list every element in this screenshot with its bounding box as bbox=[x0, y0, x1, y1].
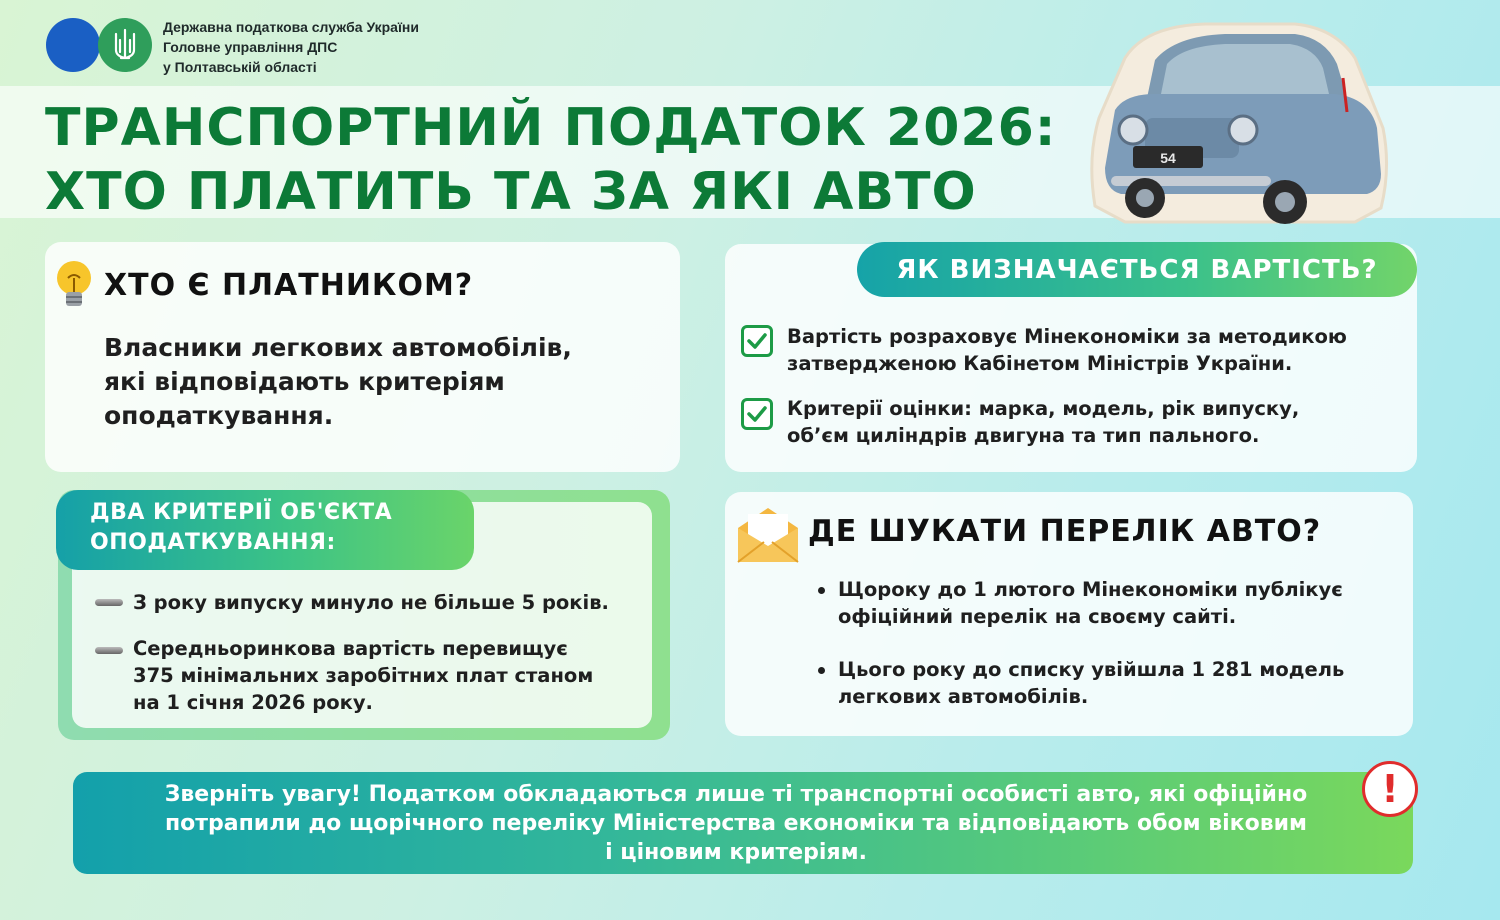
title-line-1: ТРАНСПОРТНИЙ ПОДАТОК 2026: bbox=[45, 98, 1057, 158]
envelope-icon bbox=[736, 502, 800, 570]
payer-heading: ХТО Є ПЛАТНИКОМ? bbox=[104, 268, 474, 303]
criteria-item-1: З року випуску минуло не більше 5 років. bbox=[133, 591, 609, 614]
value-item-2-line-1: Критерії оцінки: марка, модель, рік випуску, bbox=[787, 397, 1300, 420]
page-title bbox=[45, 96, 1057, 224]
check-icon bbox=[741, 398, 773, 430]
payer-text bbox=[104, 331, 572, 433]
criteria-heading-line-1: ДВА КРИТЕРІЇ ОБ'ЄКТА bbox=[90, 500, 393, 525]
value-item-2 bbox=[787, 395, 1299, 449]
list-item-2-line-2: легкових автомобілів. bbox=[838, 685, 1089, 708]
trident-icon bbox=[98, 18, 152, 72]
criteria-heading bbox=[56, 490, 474, 570]
payer-line-3: оподаткування. bbox=[104, 401, 334, 430]
value-item-1-line-1: Вартість розраховує Мінекономіки за методикою bbox=[787, 325, 1347, 348]
value-item-1-line-2: затвердженою Кабінетом Міністрів України. bbox=[787, 352, 1293, 375]
value-item-1 bbox=[787, 323, 1347, 377]
criteria-item-2-line-1: Середньоринкова вартість перевищує bbox=[133, 637, 568, 660]
title-line-2: ХТО ПЛАТИТЬ ТА ЗА ЯКІ АВТО bbox=[45, 162, 977, 222]
exclamation-icon: ! bbox=[1362, 761, 1418, 817]
payer-line-2: які відповідають критеріям bbox=[104, 367, 505, 396]
check-icon bbox=[741, 325, 773, 357]
list-heading: ДЕ ШУКАТИ ПЕРЕЛІК АВТО? bbox=[808, 514, 1322, 549]
value-heading: ЯК ВИЗНАЧАЄТЬСЯ ВАРТІСТЬ? bbox=[857, 242, 1417, 297]
dps-logo-blue bbox=[46, 18, 100, 72]
criteria-heading-line-2: ОПОДАТКУВАННЯ: bbox=[90, 530, 336, 555]
criteria-item-2 bbox=[133, 635, 593, 716]
dash-bullet-icon bbox=[95, 647, 123, 654]
org-name bbox=[163, 17, 419, 77]
car-plate: 54 bbox=[1160, 150, 1176, 166]
list-item-1-line-2: офіційний перелік на своєму сайті. bbox=[838, 605, 1237, 628]
bullet-dot bbox=[818, 667, 825, 674]
org-line-2: Головне управління ДПС bbox=[163, 39, 338, 55]
dash-bullet-icon bbox=[95, 599, 123, 606]
notice-line-3: і ціновим критеріям. bbox=[605, 840, 867, 865]
list-item-2 bbox=[838, 656, 1344, 710]
car-image bbox=[1085, 18, 1395, 226]
notice-line-1: Зверніть увагу! Податком обкладаються лише ті транспортні особисті авто, які офіційно bbox=[164, 782, 1308, 807]
list-item-1 bbox=[838, 576, 1343, 630]
notice-text bbox=[100, 780, 1372, 867]
criteria-item-2-line-3: на 1 січня 2026 року. bbox=[133, 691, 373, 714]
value-item-2-line-2: об’єм циліндрів двигуна та тип пального. bbox=[787, 424, 1260, 447]
org-line-1: Державна податкова служба України bbox=[163, 19, 419, 35]
bullet-dot bbox=[818, 587, 825, 594]
list-item-1-line-1: Щороку до 1 лютого Мінекономіки публікує bbox=[838, 578, 1343, 601]
org-line-3: у Полтавській області bbox=[163, 59, 317, 75]
list-item-2-line-1: Цього року до списку увійшла 1 281 модель bbox=[838, 658, 1345, 681]
criteria-item-2-line-2: 375 мінімальних заробітних плат станом bbox=[133, 664, 594, 687]
notice-line-2: потрапили до щорічного переліку Міністерства економіки та відповідають обом віковим bbox=[164, 811, 1308, 836]
payer-line-1: Власники легкових автомобілів, bbox=[104, 333, 572, 362]
lightbulb-icon bbox=[54, 258, 94, 318]
